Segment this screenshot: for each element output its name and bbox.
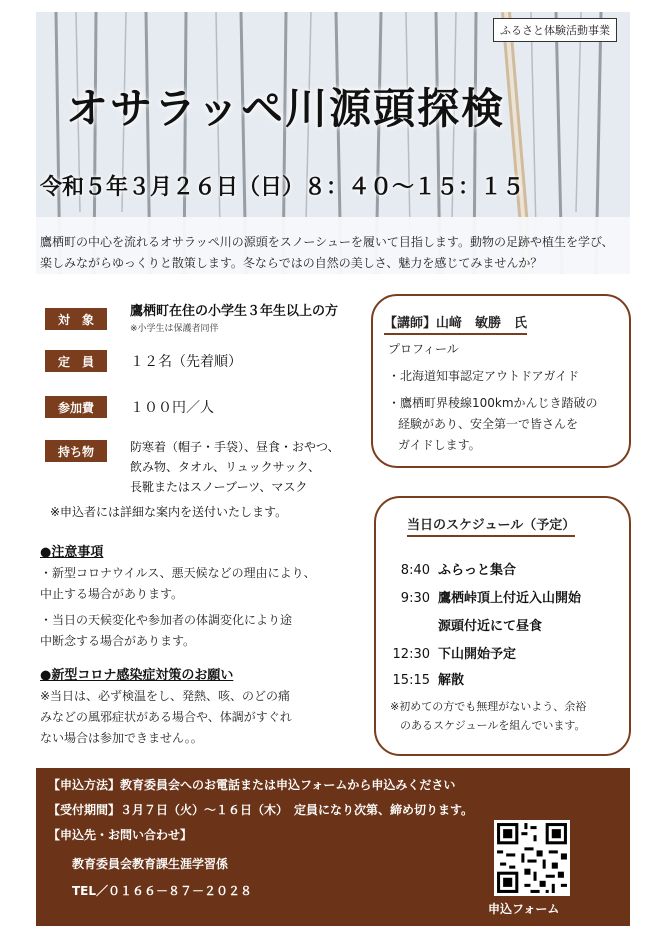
caution-heading: ●注意事項 <box>40 545 104 560</box>
schedule-event: 鷹栖峠頂上付近入山開始 <box>438 591 582 606</box>
items-line: 防寒着（帽子・手袋）、昼食・おやつ、 <box>130 440 340 454</box>
capacity-value: １２名（先着順） <box>130 354 242 370</box>
schedule-row <box>380 669 464 688</box>
schedule-time: 12:30 <box>392 647 430 662</box>
program-tag: ふるさと体験活動事業 <box>493 18 617 42</box>
covid-line: ない場合は参加できません。。 <box>40 731 203 745</box>
schedule-event: 解散 <box>438 673 465 688</box>
capacity-label: 定 員 <box>45 350 107 372</box>
send-note: ※申込者には詳細な案内を送付いたします。 <box>50 505 288 519</box>
target-value: 鷹栖町在住の小学生３年生以上の方 <box>130 304 339 319</box>
covid-line: みなどの風邪症状がある場合や、体調がすぐれ <box>40 710 292 724</box>
schedule-title: 当日のスケジュール（予定） <box>407 514 575 537</box>
schedule-event: 源頭付近にて昼食 <box>438 619 543 634</box>
caution-line: ・新型コロナウイルス、悪天候などの理由により、 <box>40 566 316 580</box>
qr-code[interactable] <box>494 820 570 896</box>
fee-label: 参加費 <box>45 396 107 418</box>
schedule-row <box>380 587 581 606</box>
qr-label: 申込フォーム <box>488 902 560 916</box>
intro-line: 鷹栖町の中心を流れるオサラッペ川の源頭をスノーシューを履いて目指します。動物の足跡や植生を学び、 <box>40 235 614 249</box>
lecturer-title: 【講師】山﨑 敏勝 氏 <box>384 312 527 335</box>
application-method: 【申込方法】教育委員会へのお電話または申込フォームから申込みください <box>48 778 456 792</box>
items-line: 飲み物、タオル、リュックサック、 <box>130 460 320 474</box>
items-label: 持ち物 <box>45 440 107 462</box>
intro-line: 楽しみながらゆっくりと散策します。冬ならではの自然の美しさ、魅力を感じてみませんか？ <box>40 256 543 270</box>
qr-code-icon <box>494 820 570 896</box>
caution-line: 中断念する場合があります。 <box>40 634 196 648</box>
caution-item <box>40 563 316 605</box>
items-line: 長靴またはスノーブーツ、マスク <box>130 480 308 494</box>
event-date: 令和５年３月２６日（日）８：４０～１５：１５ <box>40 175 525 200</box>
target-label: 対 象 <box>45 308 107 330</box>
schedule-row <box>380 559 516 578</box>
contact-tel[interactable]: TEL／０１６６－８７－２０２８ <box>72 884 253 898</box>
profile-label: プロフィール <box>388 342 459 356</box>
caution-item <box>40 610 292 652</box>
schedule-note-line: ※初めての方でも無理がないよう、余裕 <box>390 700 587 713</box>
fee-value: １００円／人 <box>130 400 214 416</box>
covid-line: ※当日は、必ず検温をし、発熱、咳、のどの痛 <box>40 689 291 703</box>
schedule-note-line: のあるスケジュールを組んでいます。 <box>400 719 586 732</box>
profile-line: ・鷹栖町界稜線100kmかんじき踏破の <box>388 396 598 410</box>
event-title: オサラッペ川源頭探検 <box>66 84 506 133</box>
target-note: ※小学生は保護者同伴 <box>130 324 219 334</box>
caution-line: ・当日の天候変化や参加者の体調変化により途 <box>40 613 293 627</box>
profile-item: ・北海道知事認定アウトドアガイド <box>388 369 580 383</box>
profile-item <box>388 393 624 456</box>
items-text <box>130 437 340 497</box>
contact-label: 【申込先・お問い合わせ】 <box>48 828 193 842</box>
schedule-row <box>380 615 542 634</box>
profile-line: 経験があり、安全第一で皆さんを <box>398 417 579 431</box>
schedule-note <box>390 697 626 735</box>
profile-list <box>388 366 624 462</box>
schedule-time: 15:15 <box>392 673 430 688</box>
schedule-time: 8:40 <box>400 563 430 578</box>
covid-text <box>40 686 292 749</box>
intro-text <box>40 232 630 274</box>
schedule-time: 9:30 <box>400 591 430 606</box>
profile-line: ガイドします。 <box>398 438 481 452</box>
application-footer <box>36 768 630 926</box>
covid-heading: ●新型コロナ感染症対策のお願い <box>40 668 234 683</box>
schedule-event: 下山開始予定 <box>438 647 517 662</box>
application-period: 【受付期間】３月７日（火）～１６日（木） 定員になり次第、締め切ります。 <box>48 803 474 817</box>
caution-line: 中止する場合があります。 <box>40 587 184 601</box>
contact-office: 教育委員会教育課生涯学習係 <box>72 857 229 871</box>
schedule-row <box>380 643 516 662</box>
schedule-event: ふらっと集合 <box>438 563 517 578</box>
